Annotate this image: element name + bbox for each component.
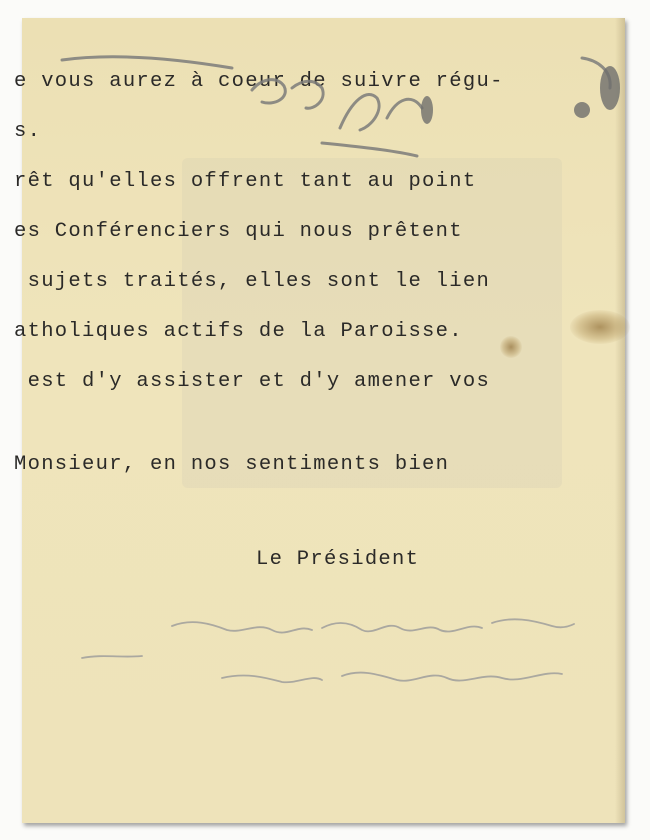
letter-line-4: es Conférenciers qui nous prêtent — [14, 220, 463, 243]
letter-line-7: est d'y assister et d'y amener vos — [14, 370, 491, 393]
letter-line-1: e vous aurez à coeur de suivre régu- — [14, 70, 504, 93]
letter-line-2: s. — [14, 120, 42, 143]
letter-line-3: rêt qu'elles offrent tant au point — [14, 170, 477, 193]
signature-title: Le Président — [256, 548, 420, 571]
pencil-signature — [22, 18, 625, 823]
letter-paper — [14, 18, 625, 823]
letter-line-6: atholiques actifs de la Paroisse. — [14, 320, 463, 343]
letter-line-5: sujets traités, elles sont le lien — [14, 270, 491, 293]
letter-line-8: Monsieur, en nos sentiments bien — [14, 453, 450, 476]
